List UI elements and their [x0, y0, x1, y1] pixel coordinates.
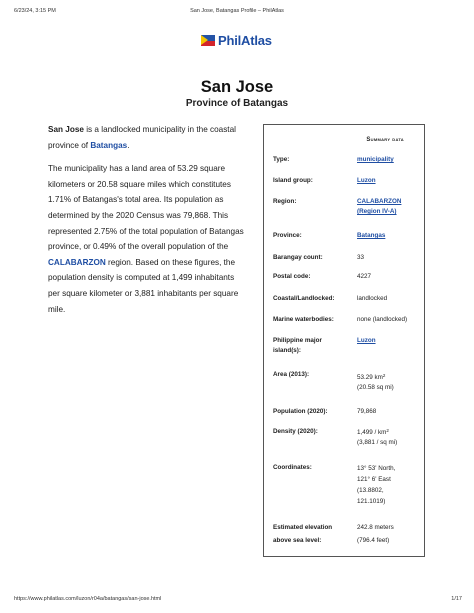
island-group-link[interactable]: Luzon [357, 177, 376, 184]
print-page-title: San Jose, Batangas Profile – PhilAtlas [190, 8, 284, 14]
summary-data-box: Summary data Type: municipality Island group: Luzon Region: CALABARZON (Region IV-A) Province: Batangas Barangay count: 33 Postal code: 4227 Coastal/Landlocked: landlocked Marine waterbodies: none (landlocked) Philippine major island(s): Luzon Area (2013): 53.29 $km^2$ (20.58 sq mi) Population (2020): 79,868 Density (2020): $1,499 / km^2$ (3,881 / sq mi) Coordinates: 13° 53' North, 121° 6' East (13.8802, 121.1019) Estimated elevation above sea level: 242.8 meters (796.4 feet) [263, 124, 425, 557]
region-value-link[interactable]: CALABARZON (Region IV-A) [357, 198, 402, 215]
intro-paragraph-2: The municipality has a land area of 53.29 square kilometers or 20.58 square miles which constitutes 1.71% of Batangas's total area. Its population as determined by the 2020 Census was 79,868. This represented 2.75% of the total population of Batangas province, or 0.49% of the overall population of the CALABARZON region. Based on these figures, the population density is computed at 1,499 inhabitants per square kilometer or 3,881 inhabitants per square mile. [48, 164, 244, 314]
province-value-link[interactable]: Batangas [357, 232, 386, 239]
province-link[interactable]: Batangas [90, 140, 128, 150]
philippine-flag-icon [201, 35, 215, 46]
logo-text: PhilAtlas [218, 33, 272, 48]
intro-paragraph-1: San Jose is a landlocked municipality in the coastal province of Batangas. [48, 125, 236, 150]
page-title: San Jose [200, 78, 274, 96]
type-link[interactable]: municipality [357, 156, 394, 163]
municipality-name: San Jose [48, 125, 84, 134]
page-number: 1/17 [451, 596, 462, 602]
major-island-link[interactable]: Luzon [357, 337, 376, 344]
summary-title: Summary data [366, 137, 404, 143]
philatlas-logo[interactable] [201, 33, 272, 48]
region-link[interactable]: CALABARZON [48, 257, 106, 267]
page-url: https://www.philatlas.com/luzon/r04a/batangas/san-jose.html [14, 596, 162, 602]
intro-text [48, 122, 244, 325]
print-datetime: 6/23/24, 3:15 PM [14, 8, 56, 14]
page-subtitle: Province of Batangas [185, 98, 289, 109]
